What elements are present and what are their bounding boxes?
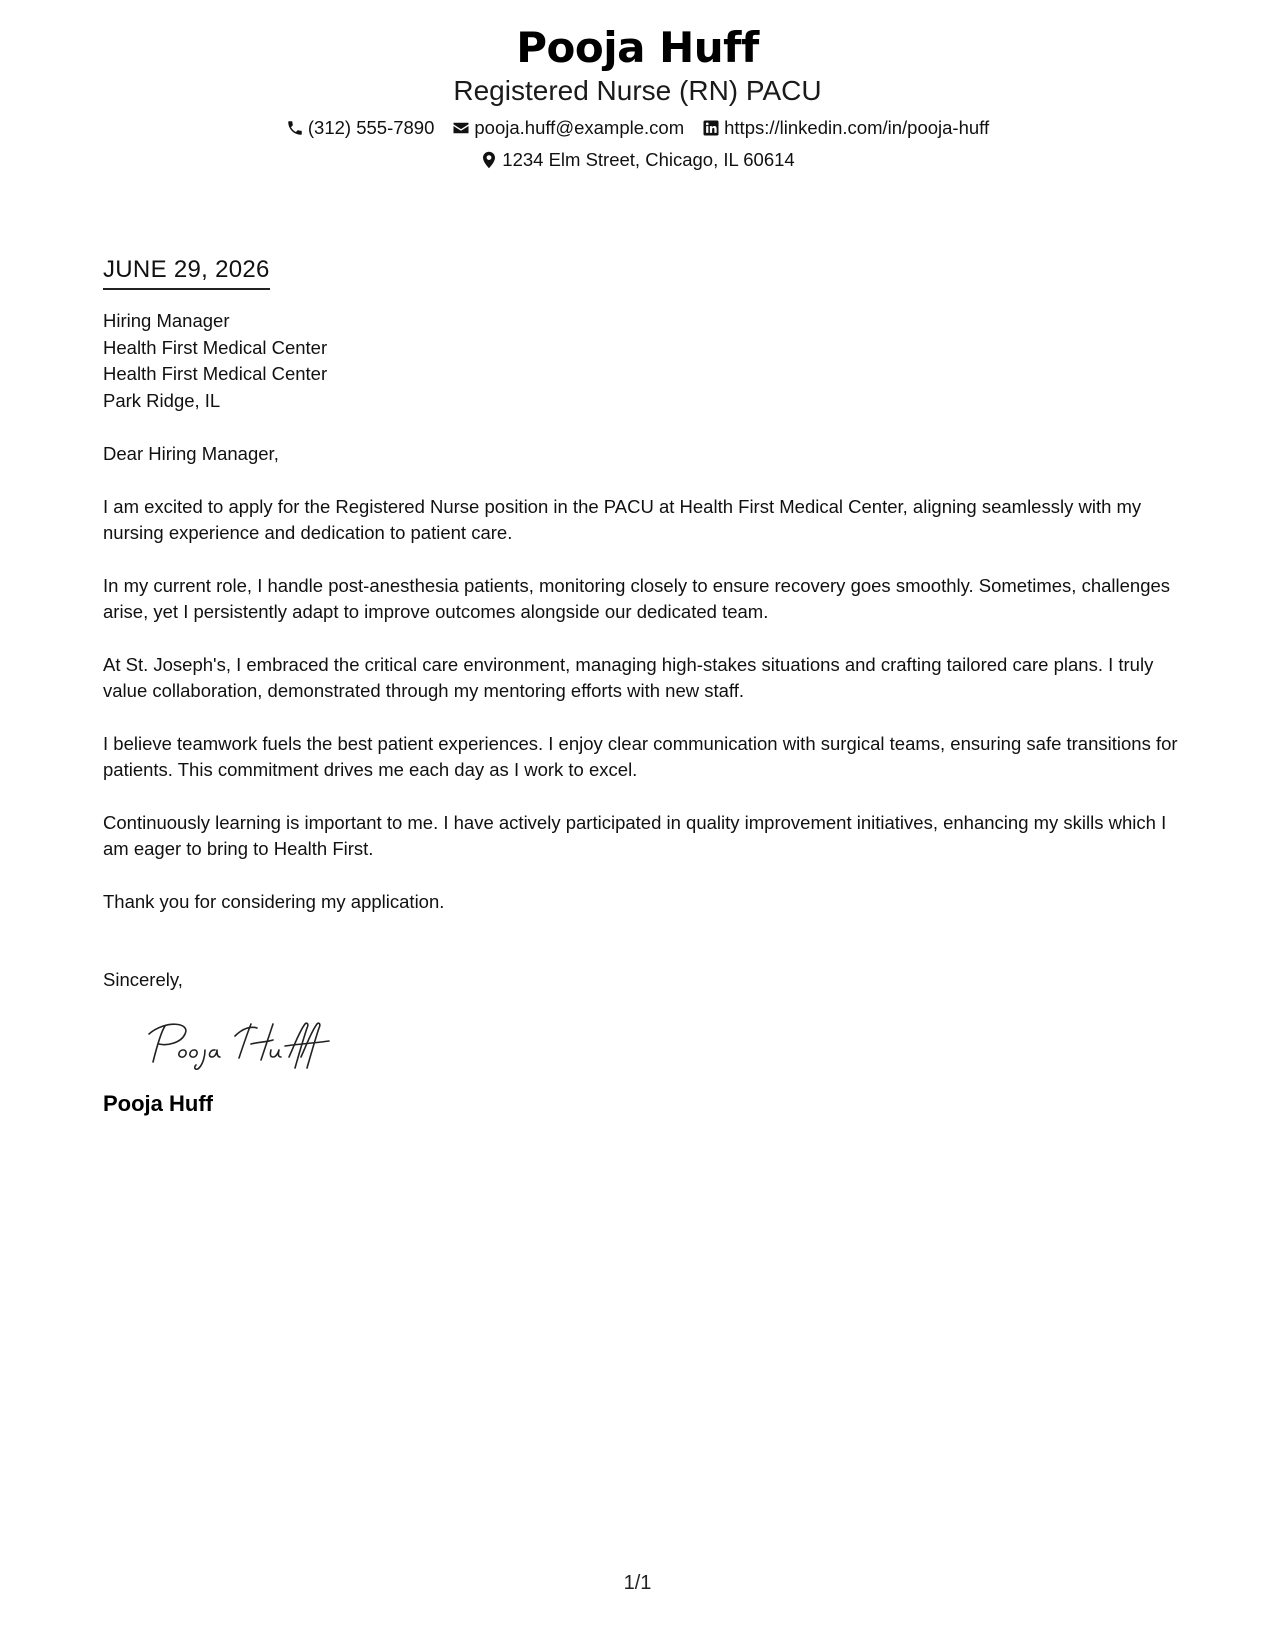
address-text: 1234 Elm Street, Chicago, IL 60614 [502,149,795,170]
contact-linkedin[interactable] [702,116,989,140]
body-paragraph: I believe teamwork fuels the best patient experiences. I enjoy clear communication with surgical teams, ensuring safe transitions for patients. This commitment drives me each day as I work to excel. [103,732,1178,780]
email-link[interactable]: pooja.huff@example.com [474,117,685,138]
body-paragraph: I am excited to apply for the Registered Nurse position in the PACU at Health First Medical Center, aligning seamlessly with my nursing experience and dedication to patient care. [103,495,1142,543]
salutation: Dear Hiring Manager, [103,443,279,464]
letter-body [103,255,1183,1118]
thanks-line: Thank you for considering my application. [103,890,445,912]
page-number: 1/1 [623,1572,652,1594]
phone-text: (312) 555-7890 [307,117,435,138]
contact-row [0,116,1275,140]
closing: Sincerely, [103,969,183,990]
recipient-line: Hiring Manager [103,310,230,331]
recipient-block [103,308,1183,414]
phone-icon [286,119,304,137]
letter-header [0,22,1275,172]
recipient-line: Park Ridge, IL [103,389,221,411]
signature-image [139,1016,339,1074]
map-marker-icon [480,151,498,169]
letter-date: JUNE 29, 2026 [103,256,270,283]
body-paragraph: Continuously learning is important to me. I have actively participated in quality improvement initiatives, enhancing my skills which I am eager to bring to Health First. [103,811,1167,859]
recipient-line: Health First Medical Center [103,336,328,358]
applicant-name: Pooja Huff [516,23,759,72]
contact-phone [286,116,435,140]
recipient-line: Health First Medical Center [103,363,328,384]
applicant-title: Registered Nurse (RN) PACU [453,75,822,106]
body-paragraph: In my current role, I handle post-anesthesia patients, monitoring closely to ensure recovery goes smoothly. Sometimes, challenges arise, yet I persistently adapt to improve outcomes alongside our dedicated team. [103,574,1171,622]
contact-address [480,148,794,172]
signed-name: Pooja Huff [103,1090,213,1116]
contact-email[interactable] [452,116,684,140]
body-paragraph: At St. Joseph's, I embraced the critical care environment, managing high-stakes situations and crafting tailored care plans. I truly value collaboration, demonstrated through my mentoring efforts with new staff. [103,653,1154,701]
envelope-icon [452,119,470,137]
date-block [103,255,270,290]
address-row [0,148,1275,172]
linkedin-link[interactable]: https://linkedin.com/in/pooja-huff [724,117,990,138]
linkedin-icon [702,119,720,137]
